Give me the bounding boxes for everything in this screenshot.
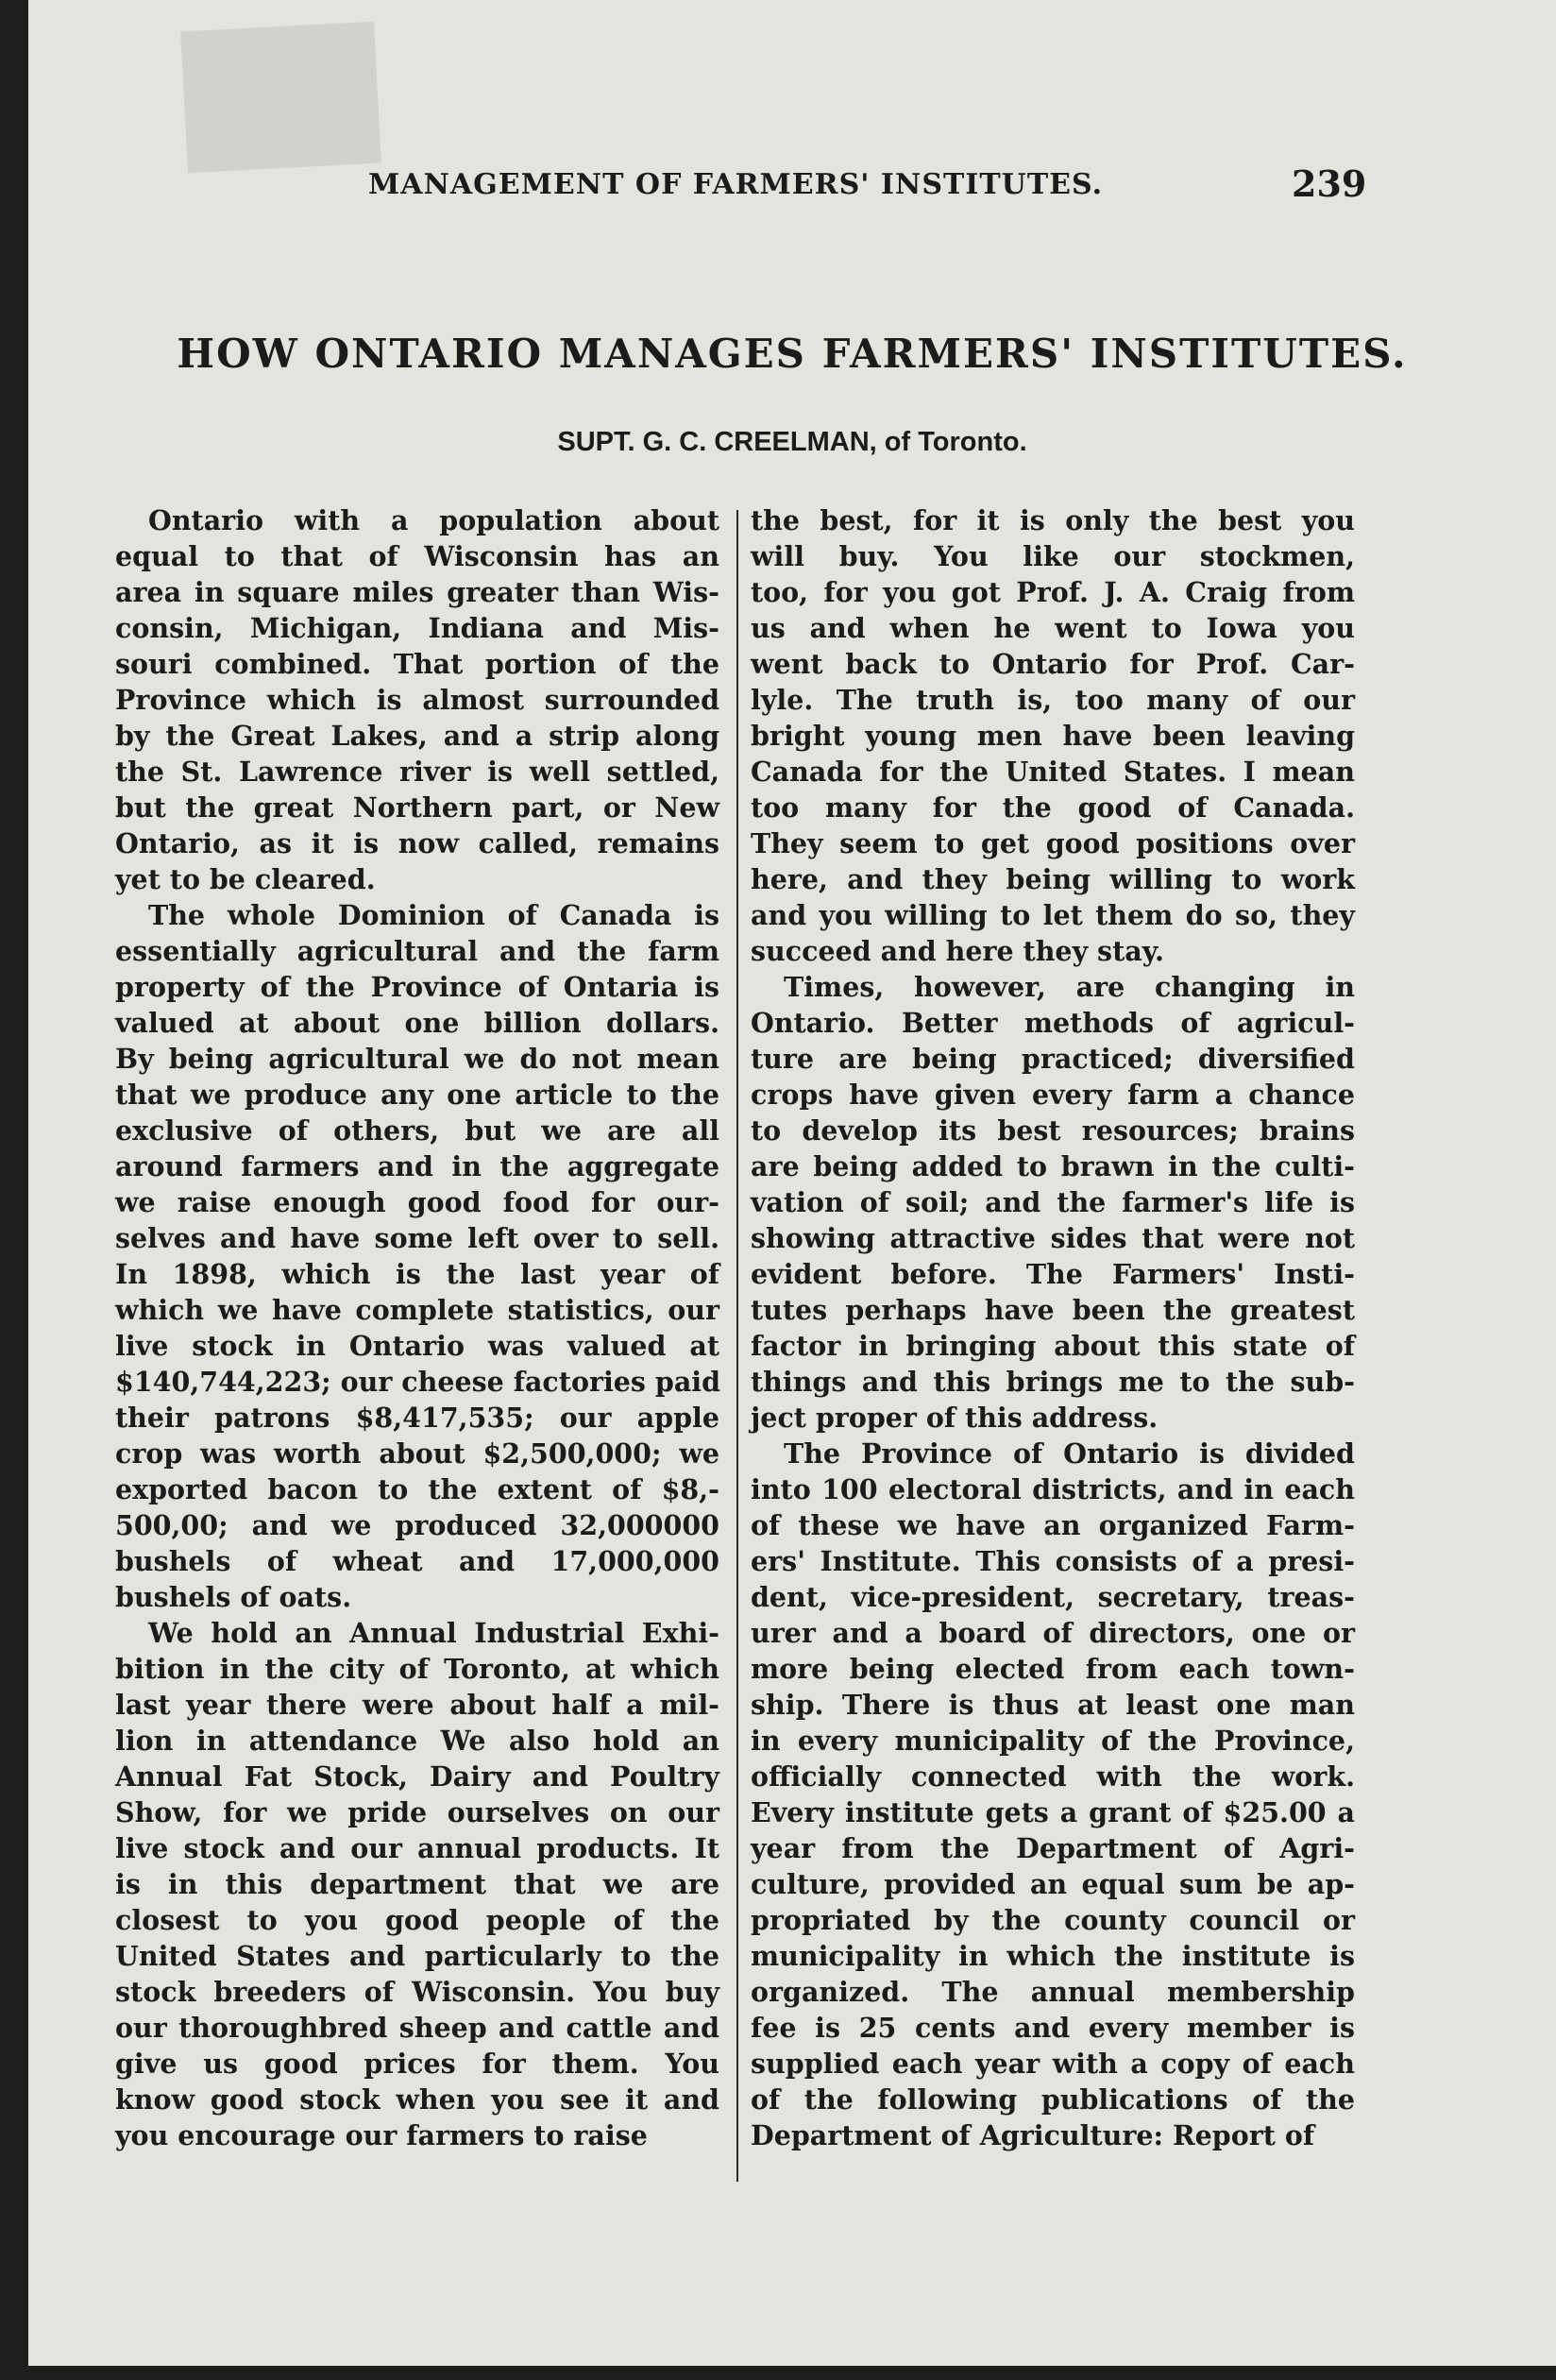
text-line: We hold an Annual Industrial Exhi- [148, 1617, 719, 1649]
text-line: lion in attendance We also hold an [115, 1725, 719, 1757]
text-line: evident before. The Farmers' Insti- [751, 1258, 1355, 1290]
text-line: They seem to get good positions over [751, 827, 1355, 859]
text-line: their patrons $8,417,535; our apple [115, 1402, 719, 1434]
text-line: live stock in Ontario was valued at [115, 1330, 719, 1362]
text-line: vation of soil; and the farmer's life is [751, 1186, 1355, 1218]
article-title: HOW ONTARIO MANAGES FARMERS' INSTITUTES. [177, 331, 1408, 377]
text-line: Times, however, are changing in [784, 971, 1355, 1003]
text-line: are being added to brawn in the culti- [751, 1150, 1355, 1182]
text-line: Annual Fat Stock, Dairy and Poultry [115, 1760, 719, 1793]
text-line: crop was worth about $2,500,000; we [115, 1437, 719, 1470]
text-line: more being elected from each town- [751, 1653, 1355, 1685]
text-line: in every municipality of the Province, [751, 1725, 1355, 1757]
text-line: is in this department that we are [115, 1868, 719, 1900]
text-line: The Province of Ontario is divided [784, 1437, 1355, 1470]
text-line: dent, vice-president, secretary, treas- [751, 1581, 1355, 1613]
text-line: of these we have an organized Farm- [751, 1509, 1355, 1541]
text-line: essentially agricultural and the farm [115, 935, 719, 967]
text-line: 500,00; and we produced 32,000000 [115, 1509, 719, 1541]
text-line: will buy. You like our stockmen, [751, 540, 1355, 572]
text-line: exported bacon to the extent of $8,- [115, 1473, 719, 1505]
text-line: around farmers and in the aggregate [115, 1150, 719, 1182]
text-line: Ontario. Better methods of agricul- [751, 1007, 1355, 1039]
book-page [28, 0, 1556, 2366]
text-line: stock breeders of Wisconsin. You buy [115, 1976, 719, 2008]
text-line: the best, for it is only the best you [751, 504, 1355, 536]
right-column [751, 502, 1355, 2153]
text-line: bition in the city of Toronto, at which [115, 1653, 719, 1685]
tape-stain [180, 22, 381, 174]
text-line: we raise enough good food for our- [115, 1186, 719, 1218]
text-line: went back to Ontario for Prof. Car- [751, 648, 1355, 680]
text-line: Show, for we pride ourselves on our [115, 1796, 719, 1828]
text-line: Department of Agriculture: Report of [751, 2119, 1315, 2151]
text-line: propriated by the county council or [751, 1904, 1355, 1936]
text-line: showing attractive sides that were not [751, 1222, 1355, 1254]
text-line: In 1898, which is the last year of [115, 1258, 719, 1290]
text-line: ers' Institute. This consists of a presi- [751, 1545, 1355, 1577]
text-line: area in square miles greater than Wis- [115, 576, 719, 608]
text-line: valued at about one billion dollars. [115, 1007, 719, 1039]
text-line: By being agricultural we do not mean [115, 1043, 719, 1075]
text-line: The whole Dominion of Canada is [148, 899, 719, 931]
text-line: Ontario with a population about [148, 504, 719, 536]
text-line: give us good prices for them. You [115, 2048, 719, 2080]
text-line: crops have given every farm a chance [751, 1079, 1355, 1111]
text-line: by the Great Lakes, and a strip along [115, 720, 719, 752]
text-line: to develop its best resources; brains [751, 1114, 1355, 1147]
text-line: ject proper of this address. [751, 1402, 1159, 1434]
text-line: Canada for the United States. I mean [751, 756, 1355, 788]
text-line: but the great Northern part, or New [115, 791, 719, 824]
column-divider [736, 510, 738, 2182]
text-line: United States and particularly to the [115, 1940, 719, 1972]
text-line: that we produce any one article to the [115, 1079, 719, 1111]
text-line: us and when he went to Iowa you [751, 612, 1355, 644]
text-line: too many for the good of Canada. [751, 791, 1355, 824]
text-line: exclusive of others, but we are all [115, 1114, 719, 1147]
text-line: here, and they being willing to work [751, 863, 1355, 895]
text-line: succeed and here they stay. [751, 935, 1164, 967]
text-line: too, for you got Prof. J. A. Craig from [751, 576, 1355, 608]
text-line: bright young men have been leaving [751, 720, 1355, 752]
text-line: things and this brings me to the sub- [751, 1366, 1355, 1398]
text-line: know good stock when you see it and [115, 2083, 719, 2116]
text-line: you encourage our farmers to raise [115, 2119, 648, 2151]
text-line: Province which is almost surrounded [115, 684, 719, 716]
text-line: organized. The annual membership [751, 1976, 1355, 2008]
text-line: bushels of oats. [115, 1581, 352, 1613]
text-line: last year there were about half a mil- [115, 1689, 719, 1721]
text-line: municipality in which the institute is [751, 1940, 1355, 1972]
text-line: consin, Michigan, Indiana and Mis- [115, 612, 719, 644]
text-line: of the following publications of the [751, 2083, 1355, 2116]
text-line: Every institute gets a grant of $25.00 a [751, 1796, 1355, 1828]
text-line: $140,744,223; our cheese factories paid [115, 1366, 721, 1398]
text-line: live stock and our annual products. It [115, 1832, 719, 1864]
text-line: closest to you good people of the [115, 1904, 719, 1936]
text-line: lyle. The truth is, too many of our [751, 684, 1355, 716]
text-line: year from the Department of Agri- [751, 1832, 1355, 1864]
text-line: fee is 25 cents and every member is [751, 2012, 1355, 2044]
text-line: and you willing to let them do so, they [751, 899, 1355, 931]
text-line: culture, provided an equal sum be ap- [751, 1868, 1355, 1900]
article-author: SUPT. G. C. CREELMAN, of Toronto. [557, 427, 1027, 457]
text-line: urer and a board of directors, one or [751, 1617, 1355, 1649]
text-line: factor in bringing about this state of [751, 1330, 1355, 1362]
text-line: selves and have some left over to sell. [115, 1222, 719, 1254]
text-line: into 100 electoral districts, and in each [751, 1473, 1355, 1505]
text-line: ship. There is thus at least one man [751, 1689, 1355, 1721]
text-line: property of the Province of Ontaria is [115, 971, 719, 1003]
text-line: tutes perhaps have been the greatest [751, 1294, 1355, 1326]
left-column [115, 502, 719, 2153]
text-line: bushels of wheat and 17,000,000 [115, 1545, 719, 1577]
text-line: officially connected with the work. [751, 1760, 1355, 1793]
text-line: which we have complete statistics, our [115, 1294, 719, 1326]
text-line: souri combined. That portion of the [115, 648, 719, 680]
running-header: MANAGEMENT OF FARMERS' INSTITUTES. [368, 168, 1104, 201]
text-line: ture are being practiced; diversified [751, 1043, 1355, 1075]
page-number: 239 [1292, 162, 1367, 205]
text-line: yet to be cleared. [115, 863, 376, 895]
text-line: the St. Lawrence river is well settled, [115, 756, 719, 788]
text-line: supplied each year with a copy of each [751, 2048, 1355, 2080]
text-line: our thoroughbred sheep and cattle and [115, 2012, 719, 2044]
text-line: Ontario, as it is now called, remains [115, 827, 719, 859]
text-line: equal to that of Wisconsin has an [115, 540, 719, 572]
